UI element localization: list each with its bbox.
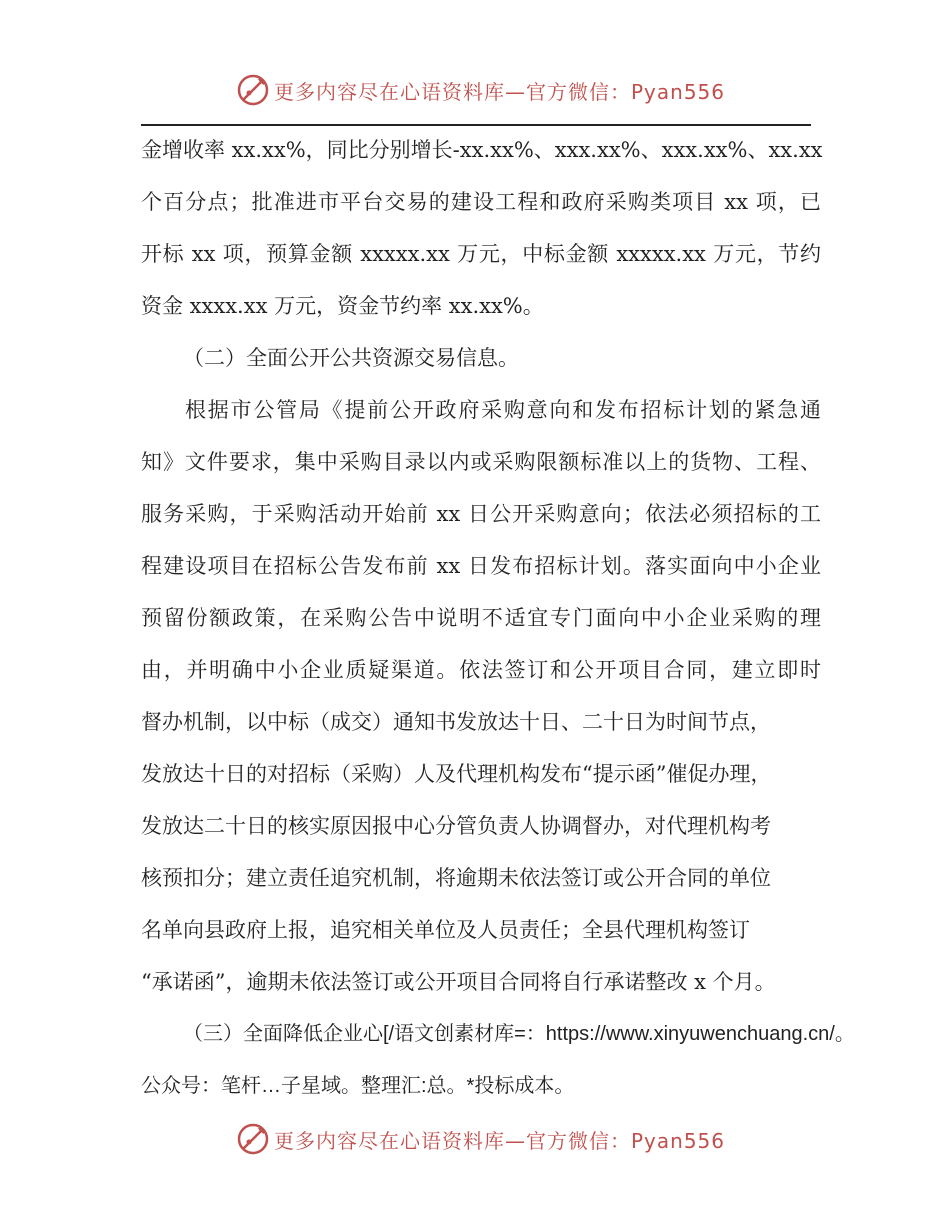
text-line: 知》文件要求，集中采购目录以内或采购限额标准以上的货物、工程、 (141, 450, 821, 474)
text-line: 开标 xx 项，预算金额 xxxxx.xx 万元，中标金额 xxxxx.xx 万元，节约 (141, 242, 821, 266)
text-line: 程建设项目在招标公告发布前 xx 日发布招标计划。落实面向中小企业 (141, 554, 821, 578)
text-line: 预留份额政策，在采购公告中说明不适宜专门面向中小企业采购的理 (141, 606, 821, 630)
footer-banner (236, 1119, 725, 1159)
text-line: 核预扣分；建立责任追究机制，将逾期未依法签订或公开合同的单位 (141, 866, 771, 890)
text-line: 金增收率 xx.xx%，同比分别增长-xx.xx%、xxx.xx%、xxx.xx%、xx.xx (141, 138, 823, 162)
section-heading-2: （二）全面公开公共资源交易信息。 (183, 346, 519, 370)
header-banner (236, 70, 725, 110)
text-line: 资金 xxxx.xx 万元，资金节约率 xx.xx%。 (141, 294, 544, 318)
text-line: 督办机制，以中标（成交）通知书发放达十日、二十日为时间节点， (141, 710, 771, 734)
document-body (141, 124, 855, 1112)
text-line: 服务采购，于采购活动开始前 xx 日公开采购意向；依法必须招标的工 (141, 502, 821, 526)
text-line: 名单向县政府上报，追究相关单位及人员责任；全县代理机构签订 (141, 918, 750, 942)
text-line: 个百分点；批准进市平台交易的建设工程和政府采购类项目 xx 项，已 (141, 190, 821, 214)
section-heading-3: （三）全面降低企业心[/语文创素材库=：https://www.xinyuwenchuang.cn/。 (183, 1023, 855, 1045)
text-line: 由，并明确中小企业质疑渠道。依法签订和公开项目合同，建立即时 (141, 658, 821, 682)
quill-seal-icon (236, 73, 270, 107)
quill-seal-icon (236, 1122, 270, 1156)
footer-banner-text: 更多内容尽在心语资料库—官方微信：Pyan556 (274, 1128, 726, 1153)
text-line: 发放达二十日的核实原因报中心分管负责人协调督办，对代理机构考 (141, 814, 771, 838)
text-line: 公众号：笔杆…子星域。整理汇:总。*投标成本。 (141, 1075, 575, 1097)
header-banner-text: 更多内容尽在心语资料库—官方微信：Pyan556 (274, 79, 726, 104)
text-line: “承诺函”，逾期未依法签订或公开项目合同将自行承诺整改 x 个月。 (141, 970, 776, 994)
text-line: 发放达十日的对招标（采购）人及代理机构发布“提示函”催促办理， (141, 762, 772, 786)
text-line: 根据市公管局《提前公开政府采购意向和发布招标计划的紧急通 (185, 398, 821, 422)
